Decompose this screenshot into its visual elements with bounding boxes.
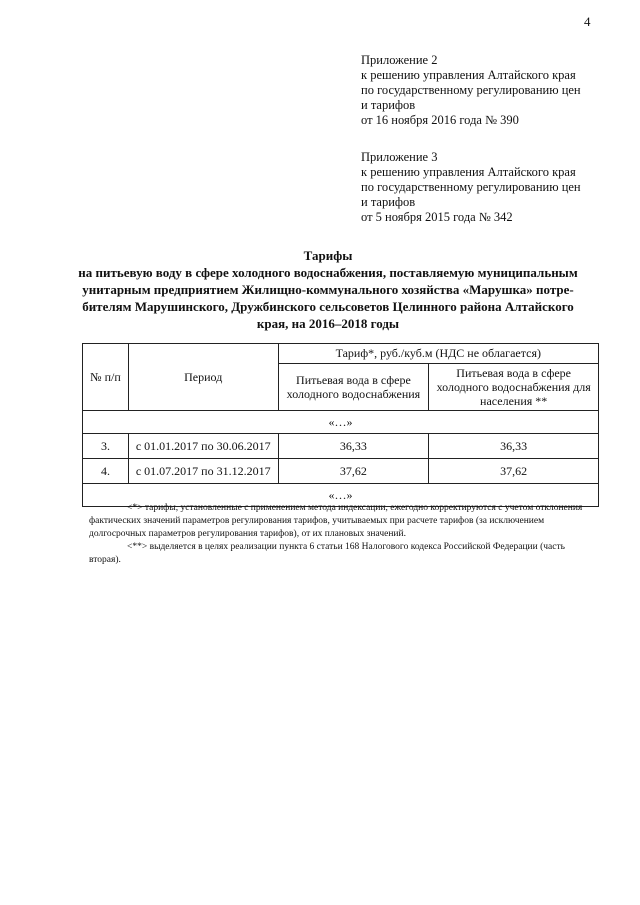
appendix-2-line: к решению управления Алтайского края (361, 68, 576, 82)
tariff-table (82, 343, 599, 507)
appendix-2-header (361, 53, 581, 128)
table-row (83, 434, 599, 459)
appendix-3-line: и тарифов (361, 195, 416, 209)
appendix-3-line: по государственному регулированию цен (361, 180, 581, 194)
table-header-row (83, 344, 599, 364)
ellipsis-bottom: «…» (83, 484, 599, 507)
page-number: 4 (584, 14, 591, 29)
ellipsis-top: «…» (83, 411, 599, 434)
footnotes (89, 502, 599, 567)
row-tariff-general: 36,33 (278, 434, 429, 459)
row-tariff-population: 37,62 (429, 459, 599, 484)
table-row (83, 459, 599, 484)
appendix-2-line: по государственному регулированию цен (361, 83, 581, 97)
row-period: с 01.07.2017 по 31.12.2017 (128, 459, 278, 484)
header-tariff-group: Тариф*, руб./куб.м (НДС не облагается) (278, 344, 598, 364)
title-line: унитарным предприятием Жилищно-коммунального хозяйства «Марушка» потре- (82, 282, 574, 297)
title-heading: Тарифы (303, 248, 353, 263)
row-period: с 01.01.2017 по 30.06.2017 (128, 434, 278, 459)
table-row-ellipsis (83, 411, 599, 434)
row-tariff-general: 37,62 (278, 459, 429, 484)
document-title (60, 247, 596, 332)
appendix-3-line: к решению управления Алтайского края (361, 165, 576, 179)
appendix-3-header (361, 150, 581, 225)
title-line: края, на 2016–2018 годы (256, 316, 400, 331)
title-line: бителям Марушинского, Дружбинского сельсоветов Целинного района Алтайского (82, 299, 574, 314)
header-tariff-general: Питьевая вода в сфере холодного водоснабжения (278, 364, 429, 411)
title-line: на питьевую воду в сфере холодного водоснабжения, поставляемую муниципальным (78, 265, 578, 280)
header-num: № п/п (83, 344, 129, 411)
appendix-3-line: Приложение 3 (361, 150, 438, 164)
row-tariff-population: 36,33 (429, 434, 599, 459)
appendix-2-line: и тарифов (361, 98, 416, 112)
appendix-2-line: Приложение 2 (361, 53, 438, 67)
footnote-indexation: <*> тарифы, установленные с применением метода индексации, ежегодно корректируются с учетом отклонения фактических значений параметров регулирования тарифов, учитываемых при расчете тарифов (за исключением долгосрочных параметров регулирования тарифов), от их плановых значений. (89, 503, 583, 539)
appendix-2-line: от 16 ноября 2016 года № 390 (361, 113, 519, 127)
row-num: 3. (83, 434, 129, 459)
row-num: 4. (83, 459, 129, 484)
footnote-vat: <**> выделяется в целях реализации пункта 6 статьи 168 Налогового кодекса Российской Федерации (часть вторая). (89, 542, 565, 565)
header-tariff-population: Питьевая вода в сфере холодного водоснабжения для населения ** (429, 364, 599, 411)
appendix-3-line: от 5 ноября 2015 года № 342 (361, 210, 513, 224)
header-period: Период (128, 344, 278, 411)
